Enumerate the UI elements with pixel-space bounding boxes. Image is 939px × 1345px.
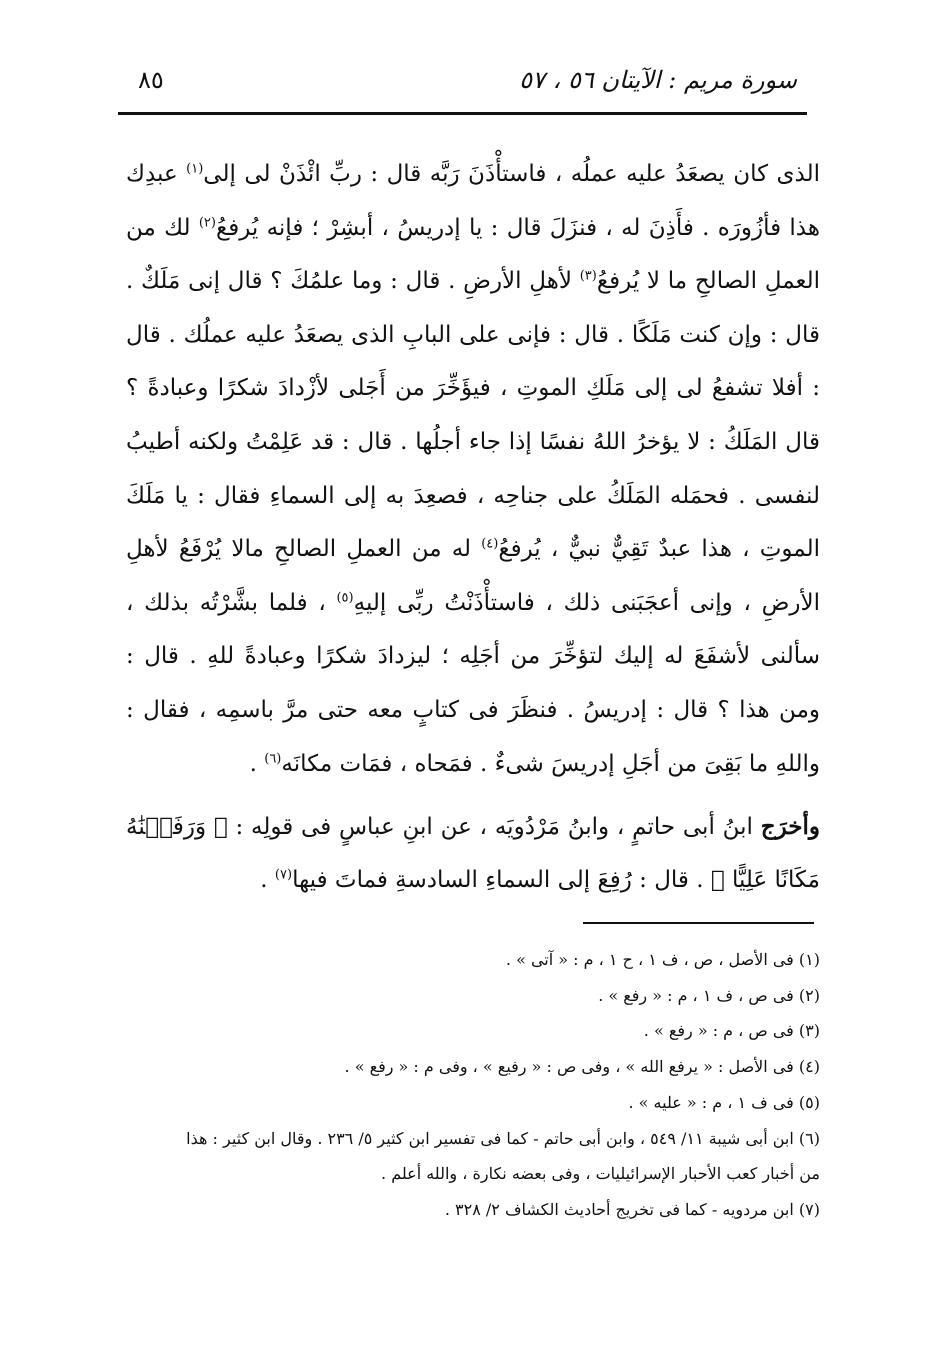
text-segment: ، فلما بشَّرْتُه بذلك ، سألنى لأشفَعَ له إليك لتؤخِّرَ من أجَلِه ؛ ليزدادَ شكرًا وعبادةً للهِ . قال : ومن هذا ؟ قال : إدريسُ . فنظَرَ فى كتابٍ معه حتى مرَّ باسمِه ، فقال : واللهِ ما بَقِىَ من أجَلِ إدريسَ شىءٌ . فمَحاه ، فمَات مكانَه <box>126 589 820 777</box>
footnote-6-continued: من أخبار كعب الأحبار الإسرائيليات ، وفى بعضه نكارة ، والله أعلم . <box>381 1164 820 1184</box>
footnote-ref-4: (٤) <box>481 536 499 552</box>
footnote-4: (٤) فى الأصل : « يرفع الله » ، وفى ص : « رفيع » ، وفى م : « رفع » . <box>344 1057 820 1077</box>
text-segment: لأهلِ الأرضِ . قال : وما علمُكَ ؟ قال إنى مَلَكٌ . قال : وإن كنت مَلَكًا . قال : فإنى على البابِ الذى يصعَدُ عليه عملُك . قال : أفلا تشفعُ لى إلى مَلَكِ الموتِ ، فيؤَخِّرَ من أَجَلى لأزْدادَ شكرًا وعبادةً ؟ قال المَلَكُ : لا يؤخرُ اللهُ نفسًا إذا جاء أجلُها . قال : قد عَلِمْتُ ولكنه أطيبُ لنفسى . فحمَله المَلَكُ على جناحِه ، فصعِدَ به إلى السماءِ فقال : يا مَلَكَ الموتِ ، هذا عبدٌ تَقِيٌّ نبيٌّ ، يُرفعُ <box>126 268 820 563</box>
footnote-7: (٧) ابن مردويه - كما فى تخريج أحاديث الكشاف ٢/ ٣٢٨ . <box>444 1199 820 1219</box>
text-segment: . <box>260 867 275 893</box>
paragraph-lead-word: وأخرَج <box>760 813 820 840</box>
text-segment: له من العملِ الصالحِ مالا يُرْفَعُ لأهلِ الأرضِ ، وإنى أعجَبَنى ذلك ، فاستأْذَنْتُ ربِّى إليهِ <box>126 536 820 616</box>
footnote-ref-6: (٦) <box>264 750 282 766</box>
footnote-3: (٣) فى ص ، م : « رفع » . <box>643 1021 820 1041</box>
footnote-5: (٥) فى ف ١ ، م : « عليه » . <box>628 1092 820 1112</box>
text-segment: ابنُ أبى حاتمٍ ، وابنُ مَرْدُويَه ، عن ابنِ عباسٍ فى قولِه : ﴿ وَرَفَعۡنَٰهُ مَكَانًا عَلِيًّا ﴾ . قال : رُفِعَ إلى السماءِ السادسةِ فماتَ فيها <box>126 814 820 893</box>
footnote-2: (٢) فى ص ، ف ١ ، م : « رفع » . <box>598 985 820 1005</box>
footnote-ref-5: (٥) <box>336 590 354 606</box>
footnote-6: (٦) ابن أبى شيبة ١١/ ٥٤٩ ، وابن أبى حاتم - كما فى تفسير ابن كثير ٥/ ٢٣٦ . وقال ابن كثير : هذا <box>186 1128 820 1148</box>
footnote-ref-1: (١) <box>186 161 204 177</box>
footnote-ref-2: (٢) <box>198 214 216 230</box>
text-segment: عبدِك هذا فأزُورَه . فأَذِنَ له ، فنزَلَ قال : يا إدريسُ ، أبشِرْ ؛ فإنه يُرفعُ <box>126 161 820 241</box>
footnotes-section <box>120 942 820 1228</box>
page-number: ٨٥ <box>138 66 164 94</box>
second-paragraph <box>126 800 820 907</box>
page-header <box>118 58 807 108</box>
footnote-divider <box>583 922 814 924</box>
footnote-1: (١) فى الأصل ، ص ، ف ١ ، ح ١ ، م : « آتى » . <box>505 950 820 969</box>
main-paragraph <box>126 148 820 791</box>
footnote-ref-7: (٧) <box>274 867 293 883</box>
text-segment: الذى كان يصعَدُ عليه عملُه ، فاستأْذَنَ رَبَّه قال : ربِّ ائْذَنْ لى إلى <box>203 161 820 187</box>
text-segment: لك من العملِ الصالحِ ما لا يُرفعُ <box>126 214 820 295</box>
header-divider <box>118 112 807 115</box>
text-segment: . <box>249 750 265 777</box>
footnote-ref-3: (٣) <box>579 268 597 284</box>
running-title: سورة مريم : الآيتان ٥٦ ، ٥٧ <box>519 66 797 94</box>
